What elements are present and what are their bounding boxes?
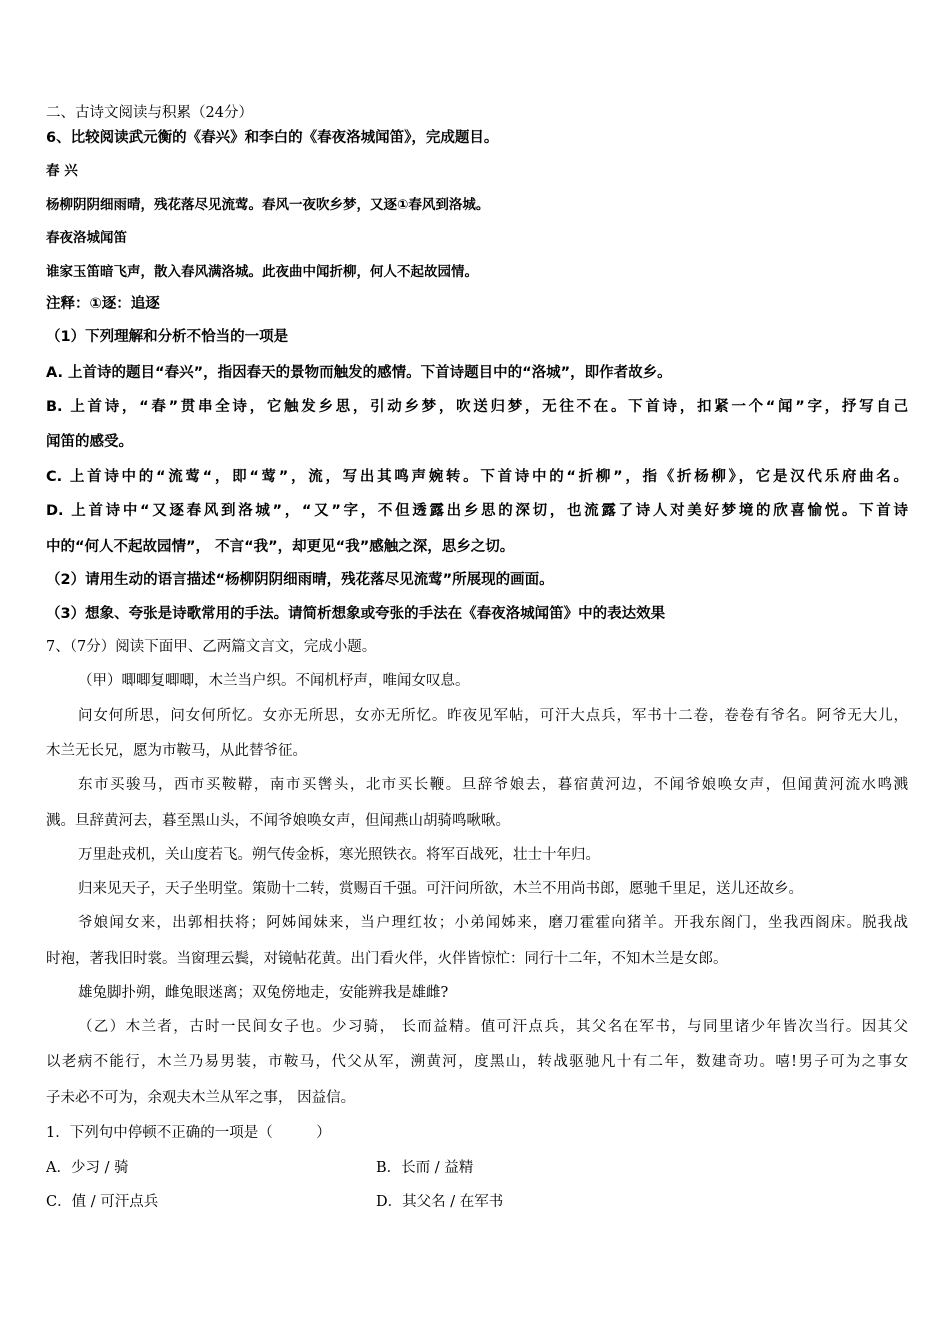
q7-passage-yi-line1: （乙）木兰者，古时一民间女子也。少习骑， 长而益精。值可汗点兵，其父名在军书，与同里诸少年皆次当行。因其父 — [78, 1019, 908, 1035]
q7-passage-yi-line2: 以老病不能行，木兰乃易男装，市鞍马，代父从军，溯黄河，度黑山，转战驱驰凡十有二年，数建奇功。嘻!男子可为之事女 — [46, 1054, 908, 1070]
q7-passage-jia-p2-line1: 问女何所思，问女何所忆。女亦无所思，女亦无所忆。昨夜见军帖，可汗大点兵，军书十二卷，卷卷有爷名。阿爷无大儿， — [78, 708, 908, 724]
q6-option-c: C. 上首诗中的“流莺“，即“莺”，流，写出其鸣声婉转。下首诗中的“折柳”，指《折杨柳》，它是汉代乐府曲名。 — [46, 469, 908, 485]
q7-passage-jia-p3-line1: 东市买骏马，西市买鞍鞯，南市买辔头，北市买长鞭。旦辞爷娘去，暮宿黄河边，不闻爷娘唤女声，但闻黄河流水鸣溅 — [78, 777, 908, 793]
poem2-text: 谁家玉笛暗飞声，散入春风满洛城。此夜曲中闻折柳，何人不起故园情。 — [46, 264, 478, 280]
q7-passage-jia-p1: （甲）唧唧复唧唧，木兰当户织。不闻机杼声，唯闻女叹息。 — [78, 673, 470, 689]
q7-option-c: C．值 / 可汗点兵 — [46, 1194, 159, 1210]
q7-option-a: A．少习 / 骑 — [46, 1160, 129, 1176]
q7-stem: 7、（7分）阅读下面甲、乙两篇文言文，完成小题。 — [46, 639, 377, 655]
q7-passage-jia-p4: 万里赴戎机，关山度若飞。朔气传金柝，寒光照铁衣。将军百战死，壮士十年归。 — [78, 847, 600, 863]
q6-option-b-line1: B. 上首诗，“春”贯串全诗，它触发乡思，引动乡梦，吹送归梦，无往不在。下首诗，扣紧一个“闻”字，抒写自己 — [46, 399, 908, 415]
q7-option-b: B．长而 / 益精 — [376, 1160, 474, 1176]
poem1-title: 春 兴 — [46, 163, 78, 179]
q6-option-d-line1: D. 上首诗中“又逐春风到洛城”，“又”字，不但透露出乡思的深切，也流露了诗人对美好梦境的欣喜愉悦。下首诗 — [46, 503, 908, 519]
q7-option-d: D．其父名 / 在军书 — [376, 1194, 504, 1210]
q6-option-d-line2: 中的“何人不起故园情”， 不言“我”，却更见“我”感触之深，思乡之切。 — [46, 539, 515, 555]
q6-stem: 6、比较阅读武元衡的《春兴》和李白的《春夜洛城闻笛》，完成题目。 — [46, 130, 499, 146]
poem1-text: 杨柳阴阴细雨晴，残花落尽见流莺。春风一夜吹乡梦，又逐①春风到洛城。 — [46, 197, 490, 213]
poem2-title: 春夜洛城闻笛 — [46, 230, 127, 246]
poem-note: 注释：①逐：追逐 — [46, 296, 160, 312]
q7-passage-yi-line3: 子未必不可为，余观夫木兰从军之事， 因益信。 — [46, 1090, 356, 1106]
q7-passage-jia-p2-line2: 木兰无长兄，愿为市鞍马，从此替爷征。 — [46, 743, 307, 759]
q7-passage-jia-p5: 归来见天子，天子坐明堂。策勋十二转，赏赐百千强。可汗问所欲，木兰不用尚书郎，愿驰千里足，送儿还故乡。 — [78, 881, 803, 897]
q6-option-b-line2: 闻笛的感受。 — [46, 434, 133, 450]
q6-option-a: A. 上首诗的题目“春兴”，指因春天的景物而触发的感情。下首诗题目中的“洛城”，即作者故乡。 — [46, 365, 672, 381]
q6-sub3: （3）想象、夸张是诗歌常用的手法。请简析想象或夸张的手法在《春夜洛城闻笛》中的表达效果 — [46, 606, 666, 622]
q7-sub1: 1．下列句中停顿不正确的一项是（ ） — [46, 1125, 331, 1141]
section-title: 二、古诗文阅读与积累（24分） — [46, 105, 253, 121]
q7-passage-jia-p6-line2: 时袍，著我旧时裳。当窗理云鬓，对镜帖花黄。出门看火伴，火伴皆惊忙：同行十二年，不知木兰是女郎。 — [46, 951, 728, 967]
q7-passage-jia-p3-line2: 溅。旦辞黄河去，暮至黑山头，不闻爷娘唤女声，但闻燕山胡骑鸣啾啾。 — [46, 813, 510, 829]
q7-passage-jia-p7: 雄兔脚扑朔，雌兔眼迷离；双兔傍地走，安能辨我是雄雌? — [78, 985, 449, 1001]
q6-sub1: （1）下列理解和分析不恰当的一项是 — [46, 329, 289, 345]
q7-passage-jia-p6-line1: 爷娘闻女来，出郭相扶将；阿姊闻妹来，当户理红妆；小弟闻姊来，磨刀霍霍向猪羊。开我东阁门，坐我西阁床。脱我战 — [78, 915, 908, 931]
q6-sub2: （2）请用生动的语言描述“杨柳阴阴细雨晴，残花落尽见流莺”所展现的画面。 — [46, 572, 554, 588]
